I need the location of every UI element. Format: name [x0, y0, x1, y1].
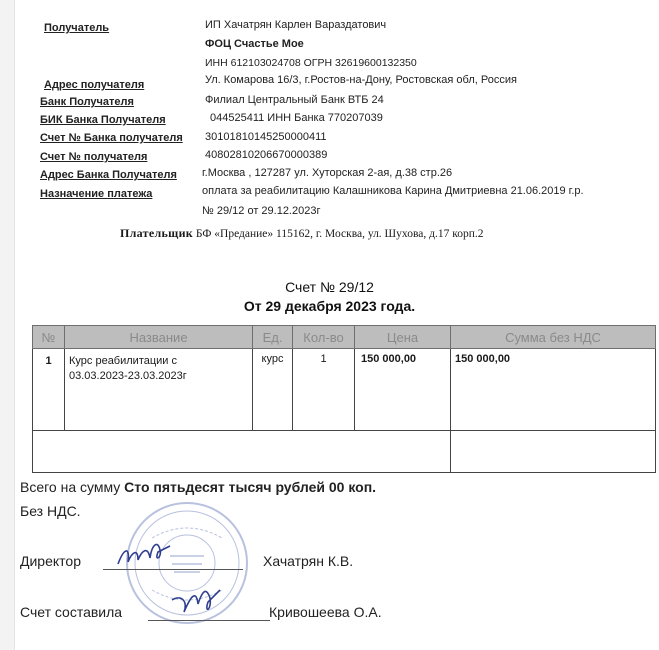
row-price: 150 000,00	[355, 349, 451, 431]
row-sum: 150 000,00	[451, 349, 656, 431]
payer-label: Плательщик	[120, 226, 194, 240]
table-row	[33, 349, 656, 431]
purpose-line2: № 29/12 от 29.12.2023г	[202, 205, 321, 217]
items-table	[32, 325, 656, 473]
recipient-account-label: Счет № получателя	[40, 151, 148, 163]
recipient-inn-ogrn: ИНН 612103024708 ОГРН 32619600132350	[205, 57, 417, 69]
table-empty-row	[33, 431, 656, 473]
row-qty: 1	[293, 349, 355, 431]
empty-cell-left	[33, 431, 451, 473]
recipient-bik-label: БИК Банка Получателя	[40, 114, 166, 126]
recipient-corr: 30101810145250000411	[205, 131, 327, 143]
recipient-account: 40802810206670000389	[205, 149, 328, 161]
composer-signature-line	[148, 620, 270, 621]
recipient-corr-label: Счет № Банка получателя	[40, 132, 183, 144]
row-name	[65, 349, 253, 431]
vat-note: Без НДС.	[20, 503, 81, 519]
col-name: Название	[65, 326, 253, 349]
col-qty: Кол-во	[293, 326, 355, 349]
purpose-line1: оплата за реабилитацию Калашникова Карина Дмитриевна 21.06.2019 г.р.	[202, 185, 584, 197]
composer-name: Кривошеева О.А.	[269, 604, 382, 620]
recipient-name: ИП Хачатрян Карлен Вараздатович	[205, 19, 387, 31]
empty-cell-right	[451, 431, 656, 473]
table-header-row	[33, 326, 656, 349]
director-signature	[114, 538, 174, 572]
recipient-org: ФОЦ Счастье Мое	[205, 38, 304, 50]
director-name: Хачатрян К.В.	[263, 553, 354, 569]
recipient-address-label: Адрес получателя	[44, 79, 145, 91]
scan-edge	[0, 0, 15, 650]
composer-label: Счет составила	[20, 604, 123, 620]
col-price: Цена	[355, 326, 451, 349]
bank-address-label: Адрес Банка Получателя	[40, 169, 177, 181]
row-unit: курс	[253, 349, 293, 431]
total-line	[20, 479, 376, 495]
col-num: №	[33, 326, 65, 349]
recipient-bik: 044525411 ИНН Банка 770207039	[210, 112, 383, 124]
invoice-date: От 29 декабря 2023 года.	[243, 298, 416, 314]
bank-address: г.Москва , 127287 ул. Хуторская 2-ая, д.38 стр.26	[202, 167, 453, 179]
row-name-line2: 03.03.2023-23.03.2023г	[69, 370, 187, 382]
recipient-label: Получатель	[44, 22, 110, 34]
recipient-bank-label: Банк Получателя	[40, 96, 134, 108]
recipient-bank: Филиал Центральный Банк ВТБ 24	[205, 94, 384, 106]
invoice-title: Счет № 29/12	[285, 279, 374, 295]
col-sum: Сумма без НДС	[451, 326, 656, 349]
total-words: Сто пятьдесят тысяч рублей 00 коп.	[124, 479, 377, 495]
director-label: Директор	[20, 553, 81, 569]
payer	[120, 226, 484, 241]
purpose-label: Назначение платежа	[40, 188, 153, 200]
total-prefix: Всего на сумму	[20, 479, 121, 495]
row-name-line1: Курс реабилитации с	[69, 355, 177, 367]
composer-signature	[168, 580, 224, 620]
recipient-address: Ул. Комарова 16/3, г.Ростов-на-Дону, Ростовская обл, Россия	[205, 74, 517, 86]
row-num: 1	[33, 349, 65, 431]
payer-value: БФ «Предание» 115162, г. Москва, ул. Шухова, д.17 корп.2	[195, 228, 484, 240]
col-unit: Ед.	[253, 326, 293, 349]
